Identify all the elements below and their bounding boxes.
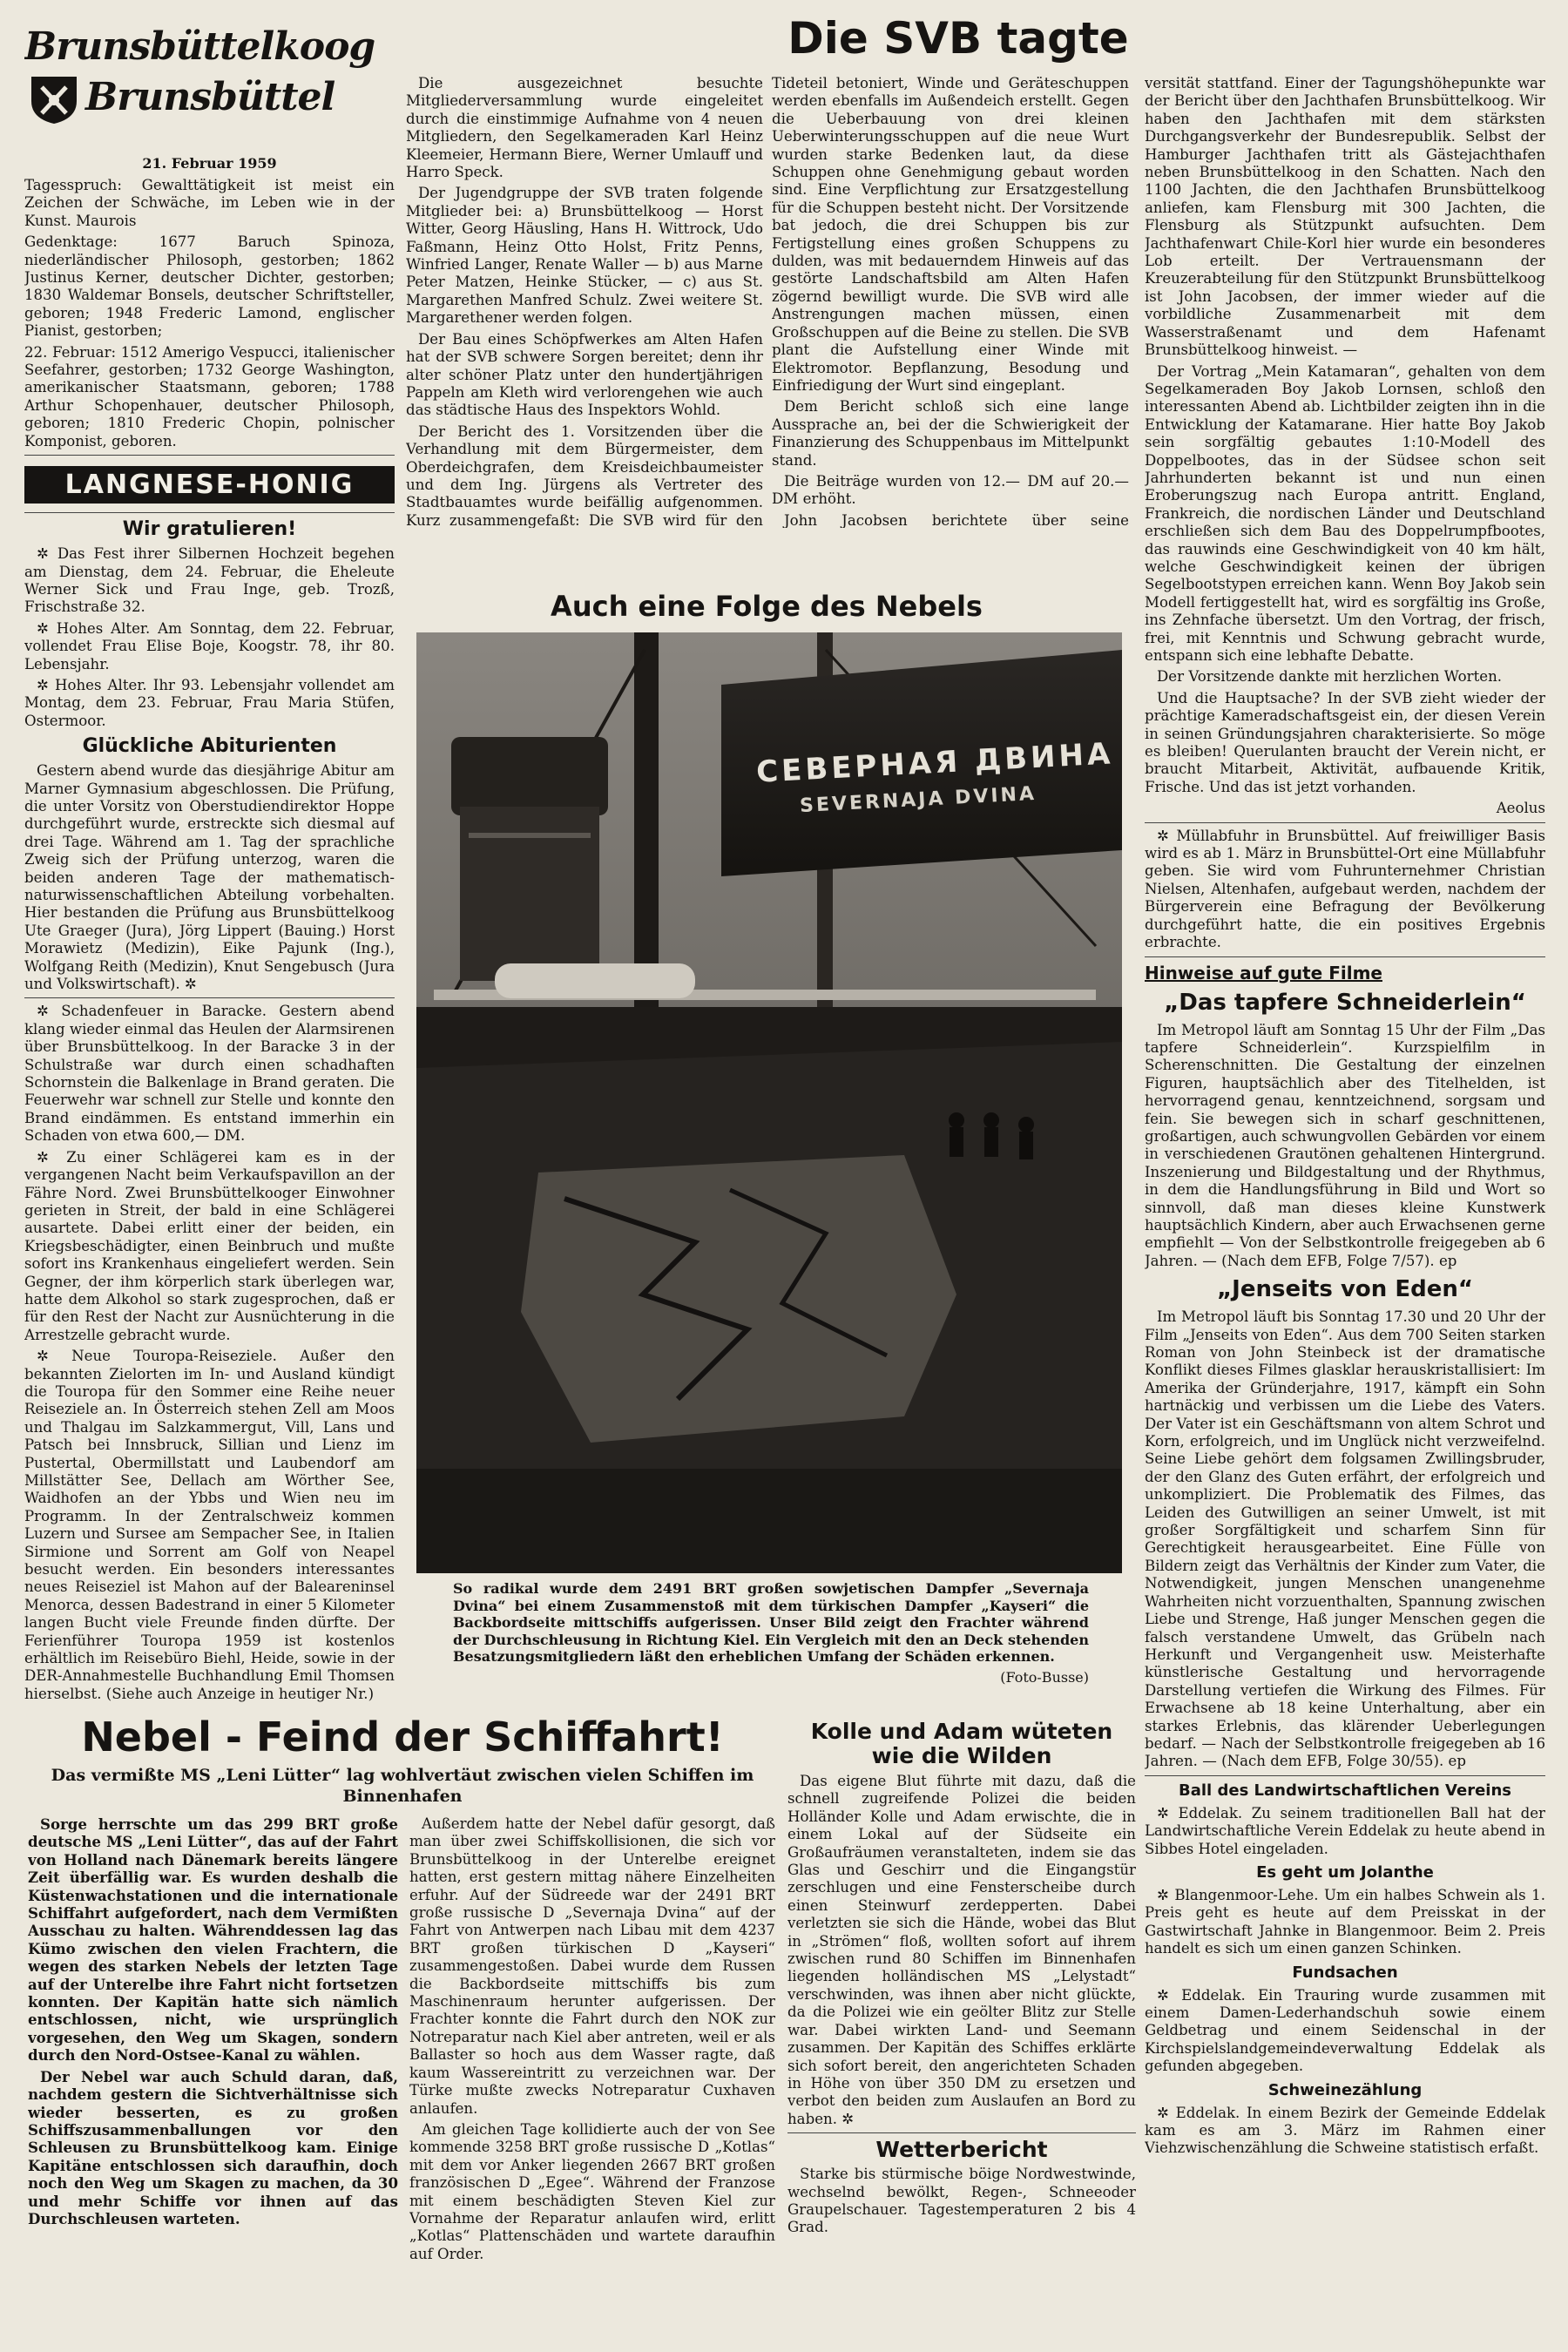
jolanthe-text: ✲ Blangenmoor-Lehe. Um ein halbes Schwein als 1. Preis geht es heute auf dem Preisskat in der Gastwirtschaft Jahnke in Blangenmoor. Beim 2. Preis handelt es sich um einen ganzen Schinken. (1145, 1886, 1545, 1957)
divider (787, 2132, 1136, 2133)
filme-heading: Hinweise auf gute Filme (1145, 962, 1382, 983)
ad-langnese-honig: LANGNESE-HONIG (24, 466, 395, 504)
divider (24, 997, 395, 998)
svb-c1-p4: Der Bericht des 1. Vorsitzenden über die Verhandlung mit dem Bürgermeister, dem Oberdeichgrafen, dem Kreisdeichbaumeister und dem Ing. Jürgens als Vertreter des Stadtbauamtes wurde beifällig aufgenommen. Kurz zusammengefaßt: Die SVB wird für den (406, 422, 763, 528)
gratulieren-silberhochzeit: ✲ Das Fest ihrer Silbernen Hochzeit begehen am Dienstag, dem 24. Februar, die Eheleute Werner Sick und Frau Inge, geb. Trozß, Frischstraße 32. (24, 545, 395, 616)
svb-c2-p3: Die Beiträge wurden von 12.— DM auf 20.— DM erhöht. (772, 472, 1129, 508)
gedenktage-feb22: 22. Februar: 1512 Amerigo Vespucci, italienischer Seefahrer, gestorben; 1732 George Washington, amerikanischer Staatsmann, geboren; 1788 Arthur Schopenhauer, deutscher Philosoph, geboren; 1810 Frederic Chopin, polnischer Komponist, geboren. (24, 343, 395, 449)
issue-date: 21. Februar 1959 (142, 155, 277, 172)
nebel-feind-c2-p1: Außerdem hatte der Nebel dafür gesorgt, daß man über zwei Schiffskollisionen, die sich vor Brunsbüttelkoog in der Unterelbe ereignet hatten, erst gestern mittag nähere Einzelheiten erfuhr. Auf der Südreede war der 2491 BRT große russische D „Severnaja Dvina“ auf der Fahrt von Antwerpen nach Libau mit dem 4237 BRT großen türkischen D „Kayseri“ zusammengestoßen. Dabei wurde dem Russen die Backbordseite mittschiffs bis zum Maschinenraum herunter aufgerissen. Der Frachter konnte die Fahrt durch den NOK zur Notreparatur nach Kiel aber antreten, weil er als Ballaster so hoch aus dem Wasser ragte, daß kaum Wassereintritt zu verzeichnen war. Der Türke mußte zwecks Notreparatur Cuxhaven anlaufen. (409, 1815, 775, 2117)
nebel-feind-col2 (409, 1815, 775, 2338)
nebel-feind-col1 (28, 1815, 398, 2338)
photo-heading: Auch eine Folge des Nebels (551, 590, 983, 623)
svb-c3-p2: Der Vortrag „Mein Katamaran“, gehalten von dem Segelkameraden Boy Jakob Lornsen, schloß den interessanten Abend ab. Lichtbilder zeigten ihn in die Entwicklung der Katamarane. Hier hatte Boy Jakob sein sorgfältig gebautes 1:10-Modell des Doppelbootes, das in der Südsee schon seit Jahrhunderten bekannt ist und nun einen Eroberungszug nach Europa antritt. England, Frankreich, die nordischen Länder und Deutschland erschließen sich dem Bau des Doppelrumpfbootes, das rauwinds eine Geschwindigkeit von 40 km hält, welche Geschwindigkeit keinen der übrigen Segelbootstypen erreichen kann. Wenn Boy Jakob sein Modell fertiggestellt hat, wird es sorgfältig ins Große, ins Zehnfache übersetzt. Um den Vortrag, der frisch, frei, mit Kenntnis und Schwung gebracht wurde, entspann sich eine lebhafte Debatte. (1145, 362, 1545, 664)
svb-c3-p3: Der Vorsitzende dankte mit herzlichen Worten. (1157, 668, 1503, 686)
svb-c2-p2: Dem Bericht schloß sich eine lange Aussprache an, bei der die Schwierigkeit der Finanzierung des Schuppenbaus im Mittelpunkt stand. (772, 398, 1129, 469)
schweinezaehlung-heading: Schweinezählung (1267, 2080, 1423, 2099)
svb-c3-p1: versität stattfand. Einer der Tagungshöhepunkte war der Bericht über den Jachthafen Brunsbüttelkoog. Wir haben den Jachthafen mit dem stärksten Durchgangsverkehr der Bundesrepublik. Selbst der Hamburger Jachthafen tritt als Gästejachthafen neben Brunsbüttelkoog in den Schatten. Nach den 1100 Jachten, die den Jachthafen Brunsbüttelkoog anliefen, kam Flensburg mit 300 Jachten, die Flensburg als Stützpunkt aufsuchten. Dem Jachthafenwart Chile-Korl hier wurde ein besonderes Lob erteilt. Der Vertrauensmann der Kreuzerabteilung für den Stützpunkt Brunsbüttelkoog ist John Jacobsen, der immer wieder auf die vorbildliche Zusammenarbeit mit dem Wasserstraßenamt und dem Hafenamt Brunsbüttelkoog hinweist. — (1145, 75, 1545, 359)
divider (24, 455, 395, 456)
schlaegerei-text: ✲ Zu einer Schlägerei kam es in der vergangenen Nacht beim Verkaufspavillon an der Fähre Nord. Zwei Brunsbüttelkooger Einwohner gerieten in Streit, der bald in eine Schlägerei ausartete. Dabei erlitt einer der beiden, ein Kriegsbeschädigter, einen Beinbruch und mußte sofort ins Krankenhaus eingeliefert werden. Sein Gegner, der ihm körperlich stark überlegen war, hatte dem Alkohol so stark zugesprochen, daß er für den Rest der Nacht zur Ausnüchterung in die Arrestzelle gebracht wurde. (24, 1148, 395, 1343)
schweinezaehlung-text: ✲ Eddelak. In einem Bezirk der Gemeinde Eddelak kam es am 3. März im Rahmen einer Viehzwischenzählung die Schweine statistisch erfaßt. (1145, 2104, 1545, 2157)
divider (24, 512, 395, 513)
hull-lettering-cyrillic: СЕВЕРНАЯ ДВИНА (755, 736, 1115, 790)
ball-text: ✲ Eddelak. Zu seinem traditionellen Ball hat der Landwirtschaftliche Verein Eddelak zu heute abend in Sibbes Hotel eingeladen. (1145, 1804, 1545, 1857)
nebel-feind-c1-p1: Sorge herrschte um das 299 BRT große deutsche MS „Leni Lütter“, das auf der Fahrt von Holland nach Dänemark bereits längere Zeit überfällig war. Es wurden deshalb die Küstenwachstationen und die internationale Schiffahrt aufgefordert, nach dem Vermißten Ausschau zu halten. Währenddessen lag das Kümo zwischen den vielen Frachtern, die wegen des starken Nebels der letzten Tage auf der Unterelbe ihre Fahrt nicht fortsetzen konnten. Der Kapitän hatte sich nämlich entschlossen, nicht, wie ursprünglich vorgesehen, den Weg um Skagen, sondern durch den Nord-Ostsee-Kanal zu wählen. (28, 1815, 398, 2065)
wetter-text: Starke bis stürmische böige Nordwestwinde, wechselnd bewölkt, Regen-, Schneeoder Graupelschauer. Tagestemperaturen 2 bis 4 Grad. (787, 2166, 1136, 2236)
abiturienten-heading: Glückliche Abiturienten (82, 735, 337, 758)
svb-c1-p3: Der Bau eines Schöpfwerkes am Alten Hafen hat der SVB schwere Sorgen bereitet; denn ihr alter schöner Platz unter den hundertjährigen Pappeln am Kleth wird verlorengehen wie auch das städtische Haus des Inspektors Wohld. (406, 330, 763, 419)
muellabfuhr-text: ✲ Müllabfuhr in Brunsbüttel. Auf freiwilliger Basis wird es ab 1. März in Brunsbüttel-Ort eine Müllabfuhr geben. Sie wird vom Fuhrunternehmer Christian Nielsen, Altenhafen, aufgebaut werden, nachdem der Bürgerverein eine Befragung der Bevölkerung durchgeführt hatte, die ein positives Ergebnis erbrachte. (1145, 827, 1545, 951)
coat-of-arms-icon (30, 75, 78, 125)
tagesspruch: Tagesspruch: Gewalttätigkeit ist meist ein Zeichen der Schwäche, im Leben wie in der Kunst. Maurois (24, 177, 395, 229)
film2-text: Im Metropol läuft bis Sonntag 17.30 und 20 Uhr der Film „Jenseits von Eden“. Aus dem 700 Seiten starken Roman von John Steinbeck ist der dramatische Konflikt dieses Filmes glasklar herauskristallisiert: Im Amerika der Gründerjahre, 1917, kämpft ein Sohn hartnäckig und verbissen um die Liebe des Vaters. Der Vater ist ein Geschäftsmann von altem Schrot und Korn, erfolgreich, und im Unglück nicht verzweifelnd. Seine Liebe gehört dem folgsamen Zwillingsbruder, der den Glanz des Guten erfährt, der erfolgreich und unkompliziert. Die Problematik des Filmes, das Leiden des Gutwilligen an seiner Umwelt, ist mit großer Sorgfältigkeit und scharfem Sinn für Gerechtigkeit herausgearbeitet. Eine Fülle von Bildern zeigt das Verhältnis der Kinder zum Vater, die Notwendigkeit, jungen Menschen unangenehme Wahrheiten nicht vorzuenthalten, Spannung zwischen Liebe und Strenge, Haß junger Menschen gegen die falsch verstandene Umwelt, das Grübeln nach Herkunft und Vergangenheit usw. Meisterhafte künstlerische Gestaltung und hervorragende Darstellung vertiefen die Wirkung des Filmes. Für Erwachsene ab 18 keine Unterhaltung, aber ein starkes Erlebnis, das klärender Ueberlegungen bedarf. — Nach der Selbstkontrolle freigegeben ab 16 Jahren. — (Nach dem EFB, Folge 30/55). ep (1145, 1308, 1545, 1770)
right-column (1145, 75, 1545, 2336)
masthead-line2: Brunsbüttel (85, 75, 335, 119)
photo-credit: (Foto-Busse) (1000, 1668, 1089, 1685)
svb-col1 (406, 75, 763, 528)
wetter-heading: Wetterbericht (875, 2137, 1048, 2163)
gratulieren-heading: Wir gratulieren! (122, 518, 297, 541)
svb-heading: Die SVB tagte (787, 13, 1129, 64)
ship-photo (416, 632, 1122, 1573)
svb-c2-p4: John Jacobsen berichtete über seine (784, 511, 1129, 528)
abiturienten-text: Gestern abend wurde das diesjährige Abitur am Marner Gymnasium abgeschlossen. Die Prüfung, die unter Vorsitz von Oberstudiendirektor Hoppe durchgeführt wurde, erstreckte sich diesmal auf drei Tage. Während am 1. Tag der sprachliche Zweig sich der Prüfung unterzog, waren die beiden anderen Tage der mathematisch-naturwissenschaftlichen Abteilung vorbehalten. Hier bestanden die Prüfung aus Brunsbüttelkoog Ute Graeger (Jura), Jörg Lippert (Bauing.) Horst Morawietz (Medizin), Eike Pajunk (Ing.), Wolfgang Reith (Medizin), Knut Sengebusch (Jura und Volkswirtschaft). ✲ (24, 762, 395, 993)
kolle-text: Das eigene Blut führte mit dazu, daß die schnell zugreifende Polizei die beiden Holländer Kolle und Adam erwischte, die in einem Lokal auf der Südseite ein Großaufräumen veranstalteten, indem sie das Glas und Geschirr und die Eingangstür zerschlugen und eine Fensterscheibe durch einen Steinwurf zerdepperten. Dabei verletzten sie sich die Hände, wobei das Blut in „Strömen“ floß, wollten sofort auf ihrem zwischen rund 80 Schiffen im Binnenhafen liegenden holländischen MS „Lelystadt“ verschwinden, was ihnen aber nicht glückte, da die Polizei wie ein geölter Blitz zur Stelle war. Dabei wirkten Land- und Seemann zusammen. Der Kapitän des Schiffes erklärte sich sofort bereit, den angerichteten Schaden in Höhe von über 350 DM zu ersetzen und verbot den beiden zum Auslaufen an Bord zu haben. ✲ (787, 1773, 1136, 2127)
schadenfeuer-text: ✲ Schadenfeuer in Baracke. Gestern abend klang wieder einmal das Heulen der Alarmsirenen über Brunsbüttelkoog. In der Baracke 3 in der Schulstraße war durch einen schadhaften Schornstein die Balkenlage in Brand geraten. Die Feuerwehr war schnell zur Stelle und konnte den Brand eindämmen. Es entstand immerhin ein Schaden von etwa 600,— DM. (24, 1003, 395, 1145)
photo-caption (453, 1580, 1089, 1685)
svb-c2-p1: Tideteil betoniert, Winde und Geräteschuppen werden ebenfalls im Außendeich erstellt. Gegen die Ueberbauung von drei kleinen Ueberwinterungsschuppen auf die neue Wurt wurden starke Bedenken laut, da diese Schuppen ohne Genehmigung gebaut worden sind. Eine Verpflichtung zur Ersatzgestellung für die Schuppen besteht nicht. Der Vorsitzende bat jedoch, die drei Schuppen bis zur Fertigstellung eines großen Schuppens zu dulden, was mit bedauerndem Hinweis auf das gestörte Landschaftsbild am Alten Hafen zögernd bewilligt wurde. Die SVB wird alle Anstrengungen machen müssen, einen Großschuppen auf die Beine zu stellen. Die SVB plant die Aufstellung einer Winde mit Elektromotor. Bepflanzung, Besodung und Einfriedigung der Wurt sind eingeplant. (772, 75, 1129, 394)
masthead (24, 19, 395, 150)
film2-heading: „Jenseits von Eden“ (1217, 1276, 1473, 1303)
divider (1145, 822, 1545, 823)
touropa-text: ✲ Neue Touropa-Reiseziele. Außer den bekannten Zielorten im In- und Ausland kündigt die Touropa für den Sommer eine Reihe neuer Reiseziele an. In Österreich stehen Zell am Moos und Thalgau im Salzkammergut, Vill, Lans und Patsch bei Innsbruck, Sillian und Lienz im Pustertal, Obermillstatt und Laubendorf am Millstätter See, Dellach am Wörther See, Waidhofen an der Ybbs und Wien neu im Programm. In der Zentralschweiz kommen Luzern und Sursee am Sempacher See, in Italien Sirmione und Sorrent am Golf von Neapel besucht werden. Ein besonders interessantes neues Reiseziel ist Mahon auf der Baleareninsel Menorca, dessen Badestrand in einer 5 Kilometer langen Bucht viele Freunde finden dürfte. Der Ferienführer Touropa 1959 ist kostenlos erhältlich im Reisebüro Biehl, Heide, sowie in der DER-Annahmestelle Buchhandlung Emil Thomsen hierselbst. (Siehe auch Anzeige in heutiger Nr.) (24, 1348, 395, 1702)
film1-heading: „Das tapfere Schneiderlein“ (1164, 989, 1526, 1016)
nebel-feind-c1-p2: Der Nebel war auch Schuld daran, daß, nachdem gestern die Sichtverhältnisse sich wieder besserten, es zu großen Schiffszusammenballungen vor den Schleusen zu Brunsbüttelkoog kam. Einige Kapitäne entschlossen sich daraufhin, doch noch den Weg um Skagen zu machen, da 30 und mehr Schiffe vor ihnen auf das Durchschleusen warteten. (28, 2067, 398, 2227)
svb-c3-p4: Und die Hauptsache? In der SVB zieht wieder der prächtige Kameradschaftsgeist ein, der diesen Verein in seinen Gründungsjahren charakterisierte. So möge es bleiben! Querulanten braucht der Verein nicht, er braucht Mitarbeit, Aktivität, aufbauende Kritik, Frische. Und das ist jetzt vorhanden. (1145, 689, 1545, 795)
jolanthe-heading: Es geht um Jolanthe (1256, 1862, 1434, 1882)
gratulieren-alter-boje: ✲ Hohes Alter. Am Sonntag, dem 22. Februar, vollendet Frau Elise Boje, Koogstr. 78, ihr 80. Lebensjahr. (24, 619, 395, 672)
svb-c1-p2: Der Jugendgruppe der SVB traten folgende Mitglieder bei: a) Brunsbüttelkoog — Horst Witter, Georg Häusling, Hans H. Wittrock, Udo Faßmann, Heinz Otto Holst, Fritz Penns, Winfried Langer, Renate Waller — b) aus Marne Peter Matzen, Heinke Stücker, — c) aus St. Margarethen Manfred Schulz. Zwei weitere St. Margarethener werden folgen. (406, 185, 763, 327)
kolle-heading: Kolle und Adam wüteten wie die Wilden (810, 1719, 1113, 1768)
gedenktage: Gedenktage: 1677 Baruch Spinoza, niederländischer Philosoph, gestorben; 1862 Justinus Kerner, deutscher Dichter, gestorben; 1830 Waldemar Bonsels, deutscher Schriftsteller, geboren; 1948 Frederic Lamond, englischer Pianist, gestorben; (24, 233, 395, 340)
svb-col2 (772, 75, 1129, 528)
film1-text: Im Metropol läuft am Sonntag 15 Uhr der Film „Das tapfere Schneiderlein“. Kurzspielfilm in Scherenschnitten. Die Gestaltung der einzelnen Figuren, hauptsächlich aber des Titelhelden, ist hervorragend genau, kenntzeichnend, sorgsam und fein. Sie bewegen sich in scharf geschnittenen, großartigen, auch schwungvollen Gebärden vor einem in verschiedenen Grautönen gehaltenen Hintergrund. Inszenierung und Bildgestaltung und der Rhythmus, in dem die Handlungsführung in Bild und Wort so sinnvoll, daß man dieses kleine Kunstwerk hauptsächlich Kindern, aber auch Erwachsenen gerne empfiehlt — Von der Selbstkontrolle freigegeben ab 6 Jahren. — (Nach dem EFB, Folge 7/57). ep (1145, 1021, 1545, 1269)
kolle-column (787, 1714, 1136, 2336)
fundsachen-heading: Fundsachen (1292, 1963, 1398, 1982)
divider (1145, 956, 1545, 957)
nebel-feind-subheading: Das vermißte MS „Leni Lütter“ lag wohlvertäut zwischen vielen Schiffen im Binnenhafen (51, 1766, 754, 1806)
hull-lettering-latin: SEVERNAJA DVINA (799, 782, 1037, 818)
nebel-feind-heading: Nebel - Feind der Schiffahrt! (81, 1713, 724, 1761)
nebel-feind-c2-p2: Am gleichen Tage kollidierte auch der von See kommende 3258 BRT große russische D „Kotlas“ mit dem vor Anker liegenden 2667 BRT großen französischen D „Egee“. Während der Franzose mit einem beschädigten Steven Kiel zur Vornahme der Reparatur anlaufen wird, erlitt „Kotlas“ Plattenschäden und wartete daraufhin auf Order. (409, 2120, 775, 2262)
divider (1145, 1775, 1545, 1776)
svb-author: Aeolus (1496, 800, 1545, 817)
masthead-line1: Brunsbüttelkoog (24, 24, 375, 69)
fundsachen-text: ✲ Eddelak. Ein Trauring wurde zusammen mit einem Damen-Lederhandschuh sowie einem Geldbetrag und einem Seidenschal in der Kirchspielslandgemeindeverwaltung Eddelak als gefunden abgegeben. (1145, 1986, 1545, 2075)
svb-c1-p1: Die ausgezeichnet besuchte Mitgliederversammlung wurde eingeleitet durch die einstimmige Aufnahme von 4 neuen Mitgliedern, den Segelkameraden Karl Heinz Kleemeier, Hermann Biere, Werner Umlauff und Harro Speck. (406, 75, 763, 181)
ball-heading: Ball des Landwirtschaftlichen Vereins (1179, 1781, 1511, 1800)
gratulieren-alter-stuefen: ✲ Hohes Alter. Ihr 93. Lebensjahr vollendet am Montag, dem 23. Februar, Frau Maria Stüfen, Ostermoor. (24, 676, 395, 729)
photo-caption-text: So radikal wurde dem 2491 BRT großen sowjetischen Dampfer „Severnaja Dvina“ bei einem Zusammenstoß mit dem türkischen Dampfer „Kayseri“ die Backbordseite mittschiffs aufgerissen. Unser Bild zeigt den Frachter während der Durchschleusung in Richtung Kiel. Ein Vergleich mit den an Deck stehenden Besatzungsmitgliedern läßt den erheblichen Umfang der Schäden erkennen. (453, 1580, 1089, 1665)
